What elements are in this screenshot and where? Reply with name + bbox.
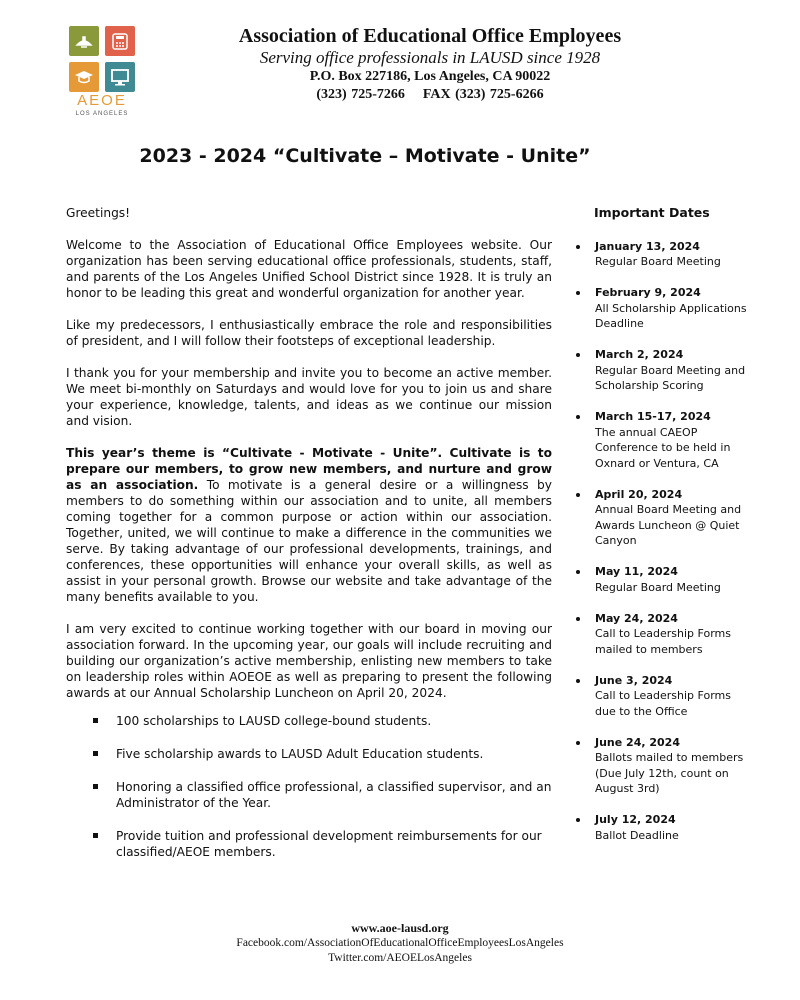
list-item: Five scholarship awards to LAUSD Adult Education students.: [66, 746, 552, 762]
facebook-link[interactable]: Facebook.com/AssociationOfEducationalOfficeEmployeesLosAngeles: [236, 937, 564, 949]
important-dates-heading: Important Dates: [594, 205, 710, 220]
important-dates-list: [574, 239, 754, 844]
square-bullet-icon: [93, 718, 98, 723]
bullet-icon: [576, 493, 580, 497]
important-dates-sidebar: [574, 205, 754, 859]
square-bullet-icon: [93, 833, 98, 838]
letterhead: [180, 24, 680, 104]
list-item: May 11, 2024 Regular Board Meeting: [574, 564, 754, 595]
bullet-icon: [576, 741, 580, 745]
list-item: Honoring a classified office professional, a classified supervisor, and an Administrator of the Year.: [66, 779, 552, 811]
bullet-icon: [576, 291, 580, 295]
square-bullet-icon: [93, 784, 98, 789]
tagline: Serving office professionals in LAUSD since 1928: [259, 48, 601, 67]
list-item: 100 scholarships to LAUSD college-bound students.: [66, 713, 552, 729]
computer-monitor-icon: [105, 62, 135, 92]
paragraph-welcome: Welcome to the Association of Educational Office Employees website. Our organization has been serving educational office professionals, students, staff, and parents of the Los Angeles Unified School District since 1928. It is truly an honor to be leading this great and wonderful organization for another year.: [66, 238, 552, 300]
bullet-icon: [576, 353, 580, 357]
list-item: May 24, 2024 Call to Leadership Forms mailed to members: [574, 611, 754, 658]
bullet-icon: [576, 617, 580, 621]
theme-details: To motivate is a general desire or a willingness by members to do something within our association and to unite, all members coming together for a common purpose or action within our association. Together, united, we will continue to make a difference in the communities we serve. By taking advantage of our professional developments, trainings, and conferences, these opportunities will enhance your overall skills, as well as assist in your personal growth. Browse our website and take advantage of the many benefits available to you.: [66, 478, 552, 604]
square-bullet-icon: [93, 751, 98, 756]
graduation-cap-icon: [69, 62, 99, 92]
bullet-icon: [576, 679, 580, 683]
president-letter: [66, 205, 552, 877]
list-item: March 2, 2024 Regular Board Meeting and Scholarship Scoring: [574, 347, 754, 394]
bullet-icon: [576, 818, 580, 822]
lamp-icon: [69, 26, 99, 56]
mailing-address: P.O. Box 227186, Los Angeles, CA 90022: [309, 69, 551, 84]
list-item: March 15-17, 2024 The annual CAEOP Conference to be held in Oxnard or Ventura, CA: [574, 409, 754, 471]
list-item: June 24, 2024 Ballots mailed to members (Due July 12th, count on August 3rd): [574, 735, 754, 797]
website-link[interactable]: www.aoe-lausd.org: [351, 921, 449, 935]
list-item: July 12, 2024 Ballot Deadline: [574, 812, 754, 843]
logo-wordmark: AEOE: [77, 92, 127, 109]
paragraph-predecessors: Like my predecessors, I enthusiastically embrace the role and responsibilities of president, and I will follow their footsteps of exceptional leadership.: [66, 318, 552, 348]
goals-list: [66, 713, 552, 860]
paragraph-membership: I thank you for your membership and invite you to become an active member. We meet bi-monthly on Saturdays and would love for you to join us and share your experience, knowledge, talents, and ideas as we continue our mission and vision.: [66, 366, 552, 428]
list-item: June 3, 2024 Call to Leadership Forms due to the Office: [574, 673, 754, 720]
list-item: February 9, 2024 All Scholarship Applications Deadline: [574, 285, 754, 332]
organization-name: Association of Educational Office Employees: [238, 25, 622, 47]
logo-location: LOS ANGELES: [75, 111, 129, 117]
bullet-icon: [576, 415, 580, 419]
theme-title: 2023 - 2024 “Cultivate – Motivate - Unite”: [139, 145, 591, 167]
paragraph-goals: I am very excited to continue working together with our board in moving our association forward. In the upcoming year, our goals will include recruiting and building our organization’s active membership, enlisting new members to take on leadership roles within AOEOE as well as preparing to present the following awards at our Annual Scholarship Luncheon on April 20, 2024.: [66, 622, 552, 700]
footer: [0, 921, 800, 966]
paragraph-theme: [66, 445, 552, 605]
bullet-icon: [576, 570, 580, 574]
list-item: April 20, 2024 Annual Board Meeting and Awards Luncheon @ Quiet Canyon: [574, 487, 754, 549]
greeting: Greetings!: [66, 206, 131, 220]
telephone-icon: [105, 26, 135, 56]
phone-fax: (323) 725-7266 FAX (323) 725-6266: [316, 87, 544, 102]
twitter-link[interactable]: Twitter.com/AEOELosAngeles: [328, 952, 472, 964]
theme-statement: This year’s theme is “Cultivate - Motivate - Unite”. Cultivate is to prepare our members, to grow new members, and nurture and grow as an association.: [66, 446, 552, 492]
bullet-icon: [576, 245, 580, 249]
list-item: January 13, 2024 Regular Board Meeting: [574, 239, 754, 270]
list-item: Provide tuition and professional development reimbursements for our classified/AEOE members.: [66, 828, 552, 860]
